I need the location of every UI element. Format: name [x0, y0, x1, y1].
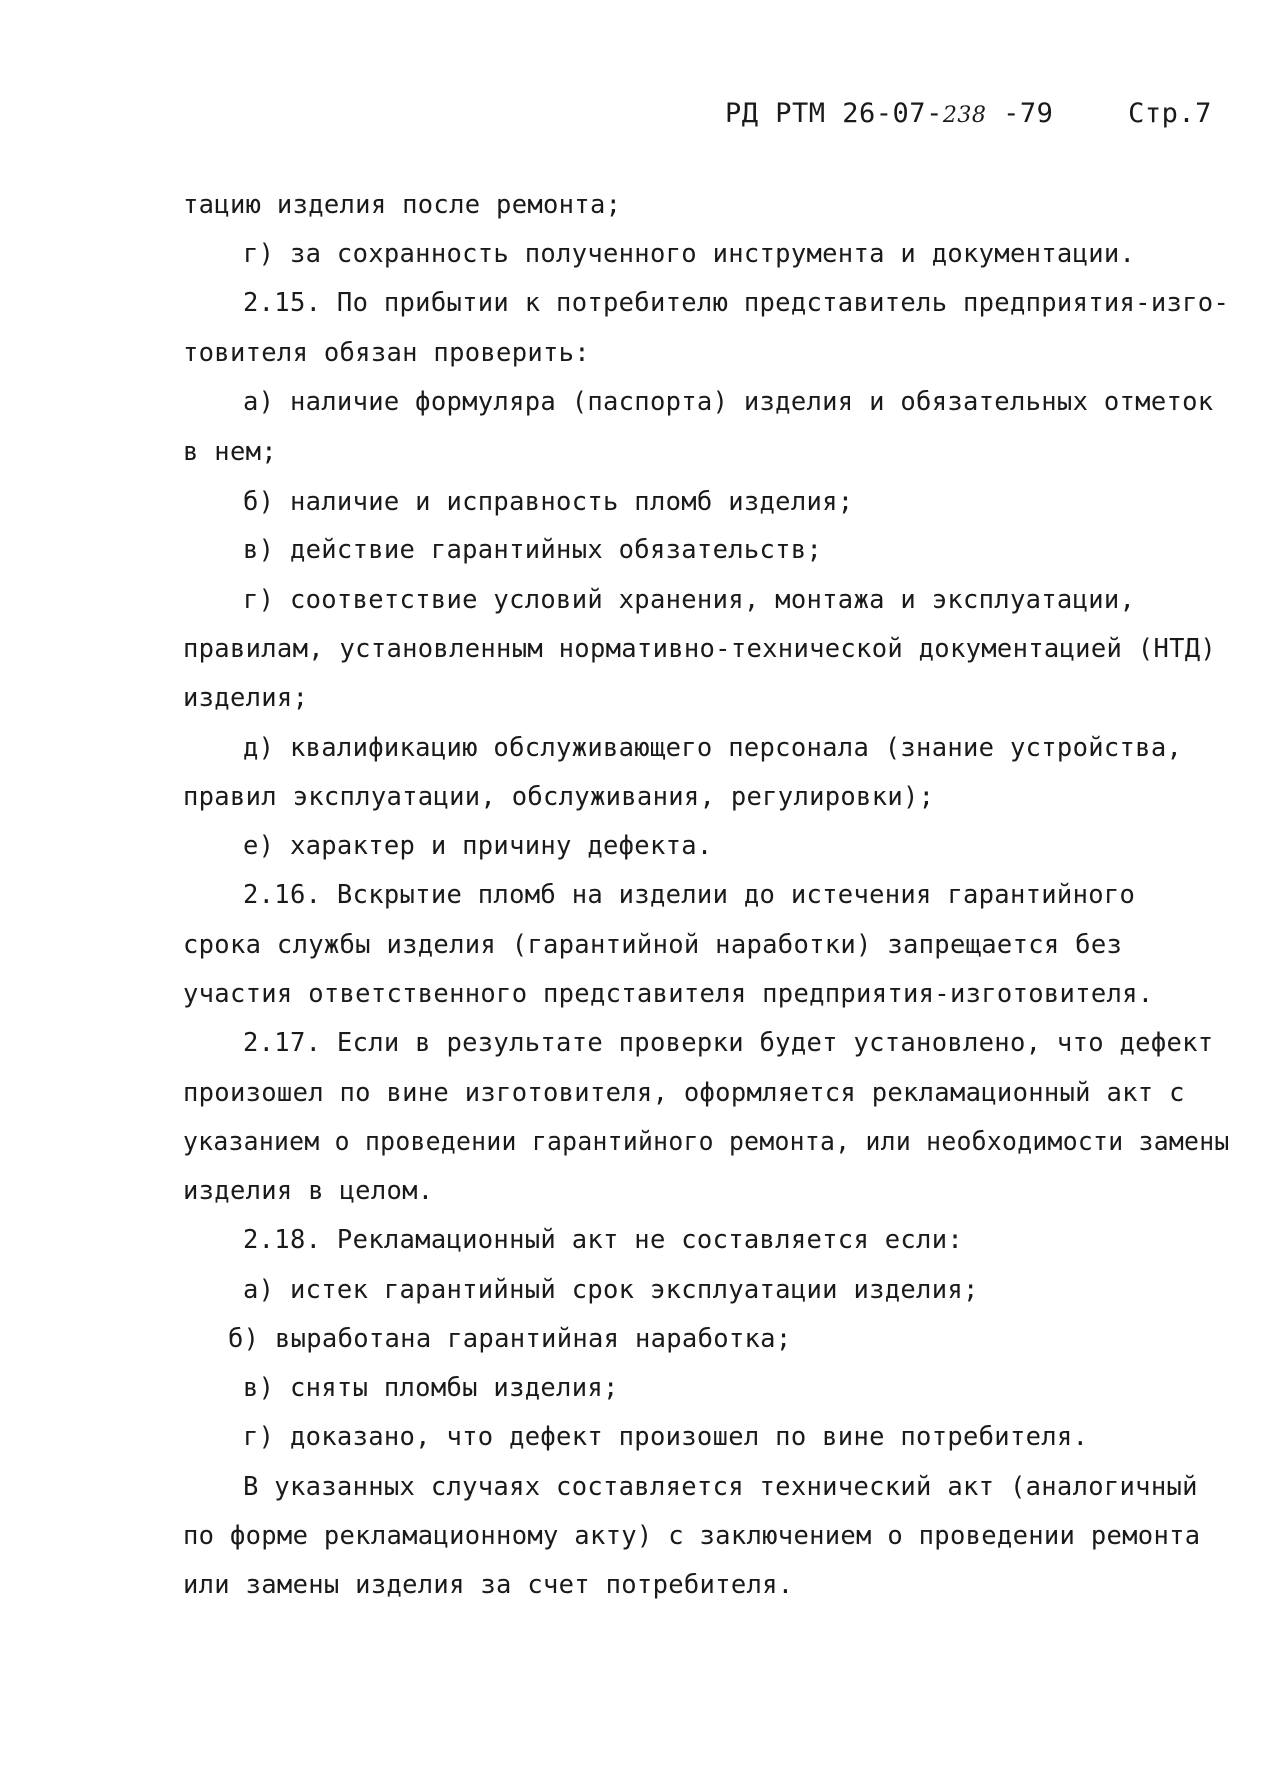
text-line: по форме рекламационному акту) с заключением о проведении ремонта	[183, 1521, 1201, 1551]
list-item: г) за сохранность полученного инструмента и документации.	[243, 239, 1136, 269]
list-item: г) доказано, что дефект произошел по вине потребителя.	[243, 1422, 1089, 1452]
list-item: в) действие гарантийных обязательств;	[243, 535, 823, 565]
section-heading: 2.16. Вскрытие пломб на изделии до истечения гарантийного	[243, 880, 1136, 910]
text-line: в нем;	[183, 437, 277, 467]
text-line: указанием о проведении гарантийного ремонта, или необходимости замены	[183, 1127, 1230, 1157]
list-item: б) наличие и исправность пломб изделия;	[243, 487, 854, 517]
list-item: д) квалификацию обслуживающего персонала (знание устройства,	[243, 733, 1183, 763]
text-line: правилам, установленным нормативно-технической документацией (НТД)	[183, 634, 1217, 664]
page-header	[725, 98, 1212, 129]
text-line: произошел по вине изготовителя, оформляется рекламационный акт с	[183, 1078, 1185, 1108]
text-line: участия ответственного представителя предприятия-изготовителя.	[183, 979, 1154, 1009]
text-line: изделия в целом.	[183, 1176, 434, 1206]
section-heading: 2.17. Если в результате проверки будет установлено, что дефект	[243, 1028, 1214, 1058]
handwritten-number: 238	[942, 103, 987, 128]
list-item: в) сняты пломбы изделия;	[243, 1373, 619, 1403]
list-item: а) наличие формуляра (паспорта) изделия и обязательных отметок	[243, 387, 1214, 417]
list-item: е) характер и причину дефекта.	[243, 831, 713, 861]
text-line: тацию изделия после ремонта;	[183, 190, 622, 220]
section-heading: 2.18. Рекламационный акт не составляется если:	[243, 1225, 964, 1255]
document-code: РД РТМ 26-07-238 -79	[725, 98, 1054, 129]
section-heading: 2.15. По прибытии к потребителю представитель предприятия-изго-	[243, 288, 1230, 318]
text-line: срока службы изделия (гарантийной наработки) запрещается без	[183, 930, 1123, 960]
list-item: г) соответствие условий хранения, монтажа и эксплуатации,	[243, 585, 1136, 615]
page-number: Стр.7	[1128, 98, 1212, 129]
text-line: или замены изделия за счет потребителя.	[183, 1570, 794, 1600]
text-line: правил эксплуатации, обслуживания, регулировки);	[183, 782, 935, 812]
text-line: изделия;	[183, 683, 309, 713]
list-item: б) выработана гарантийная наработка;	[228, 1324, 792, 1354]
text-line: В указанных случаях составляется технический акт (аналогичный	[243, 1472, 1198, 1502]
list-item: а) истек гарантийный срок эксплуатации изделия;	[243, 1275, 979, 1305]
text-line: товителя обязан проверить:	[183, 338, 590, 368]
